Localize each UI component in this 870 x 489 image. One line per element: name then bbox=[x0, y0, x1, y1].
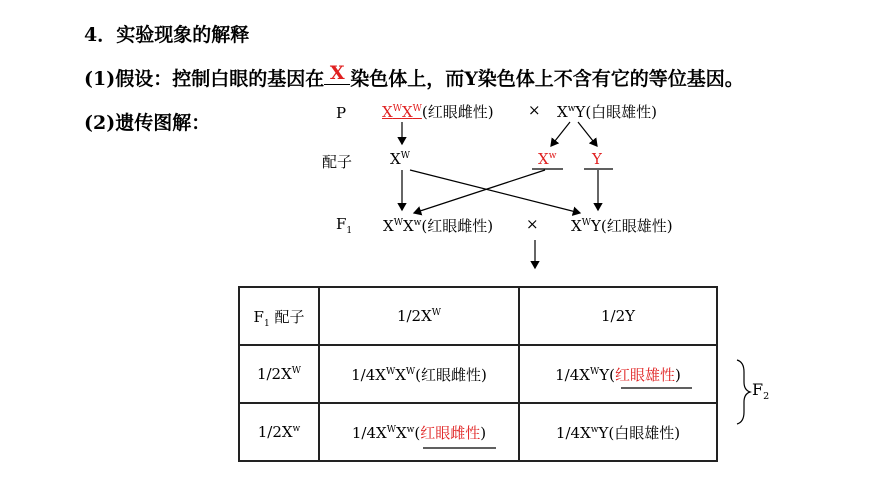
hypothesis-blank-answer: X bbox=[324, 63, 350, 85]
hypothesis-suffix: 染色体上，而Y染色体上不含有它的等位基因。 bbox=[350, 68, 744, 90]
cross-symbol: × bbox=[528, 101, 541, 119]
table-row-head-xw: $1/2X^w$ bbox=[239, 403, 319, 461]
table-row bbox=[239, 403, 717, 461]
f2-label: $F_2$ bbox=[752, 380, 770, 403]
parent-male-genotype: $X^wY$ bbox=[557, 103, 586, 121]
gamete-male-y: Y bbox=[592, 150, 602, 168]
table-row bbox=[239, 345, 717, 403]
diagram-title: (2)遗传图解： bbox=[84, 112, 211, 134]
hypothesis-prefix: (1)假设：控制白眼的基因在 bbox=[84, 68, 325, 90]
cell-r2c1: $1/4X^WX^w$(红眼雌性) bbox=[319, 403, 519, 461]
p-label: P bbox=[336, 104, 347, 122]
cell-r1c2: $1/4X^WY$(红眼雄性) bbox=[519, 345, 717, 403]
f1-cross-symbol: × bbox=[526, 215, 539, 233]
arrow-male-y bbox=[578, 122, 597, 146]
arrow-male-x bbox=[551, 122, 570, 146]
table-corner: $F_1$ 配子 bbox=[239, 287, 319, 345]
f1-female: $X^WX^w$(红眼雌性) bbox=[383, 217, 494, 235]
punnett-table bbox=[238, 286, 718, 462]
gamete-label: 配子 bbox=[322, 153, 353, 171]
cell-r2c2: $1/4X^wY$(白眼雄性) bbox=[519, 403, 717, 461]
cell-r1c1: $1/4X^WX^W$(红眼雌性) bbox=[319, 345, 519, 403]
table-col-head-y: 1/2Y bbox=[519, 287, 717, 345]
gamete-male-x: $X^w$ bbox=[538, 150, 557, 168]
section-number: 4． bbox=[84, 24, 117, 46]
f1-label: $F_1$ bbox=[336, 215, 353, 236]
f2-brace bbox=[737, 360, 750, 424]
section-title: 实验现象的解释 bbox=[116, 24, 250, 46]
gamete-female: $X^W$ bbox=[390, 150, 410, 168]
parent-female-note: (红眼雌性) bbox=[421, 103, 494, 121]
f1-male: $X^WY$(红眼雄性) bbox=[571, 217, 673, 235]
parent-male-note: (白眼雄性) bbox=[585, 103, 658, 121]
table-row bbox=[239, 287, 717, 345]
table-col-head-xw: $1/2X^W$ bbox=[319, 287, 519, 345]
parent-female-genotype: $X^WX^W$ bbox=[382, 103, 422, 121]
table-row-head-xW: $1/2X^W$ bbox=[239, 345, 319, 403]
